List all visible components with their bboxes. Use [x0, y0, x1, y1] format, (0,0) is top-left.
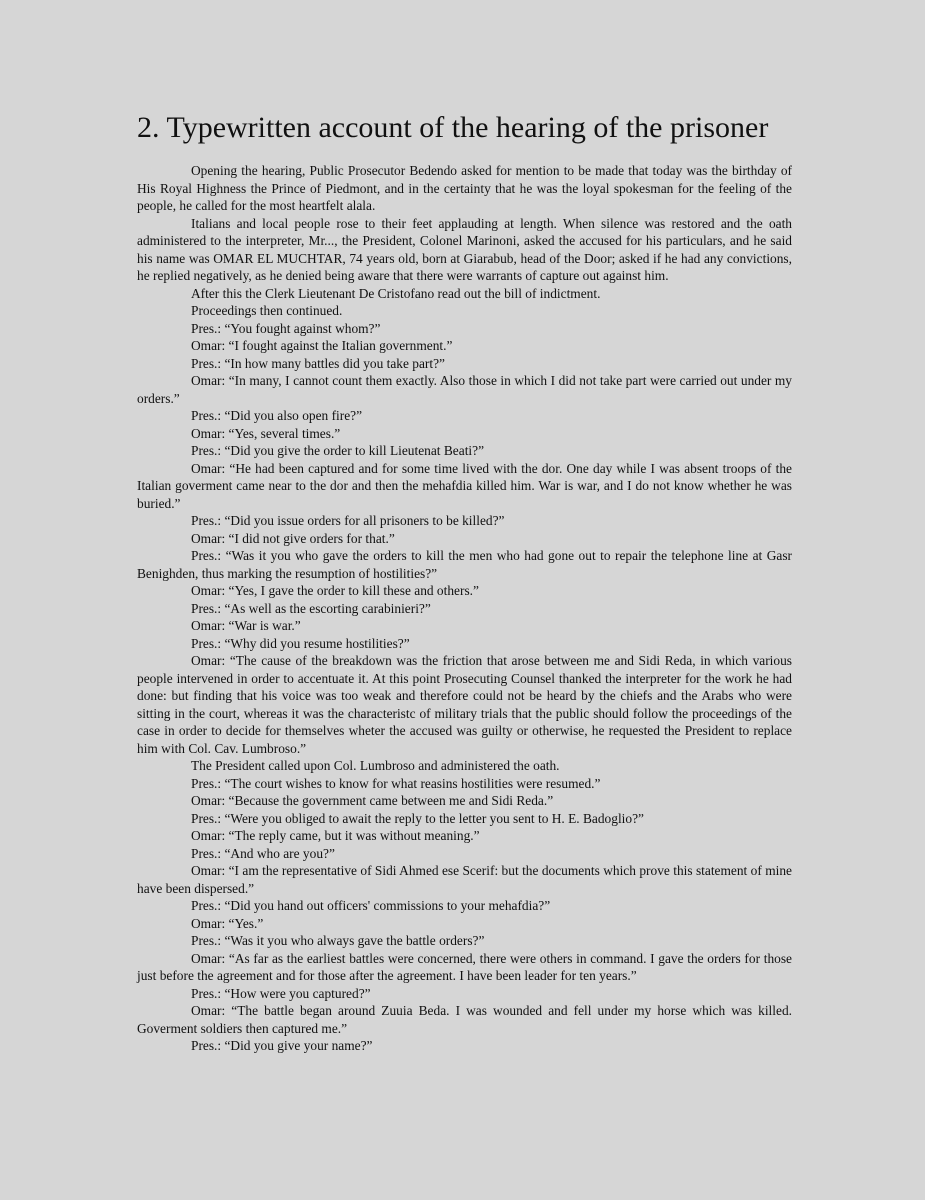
paragraph: Omar: “I fought against the Italian government.”: [191, 338, 453, 353]
paragraph: Omar: “Yes, several times.”: [191, 425, 341, 441]
paragraph: Opening the hearing, Public Prosecutor Bedendo asked for mention to be made that today was the birthday of His Royal Highness the Prince of Piedmont, and in the certainty that he was the loyal spokesman for the feeling of the people, he called for the most heartfelt alala.: [137, 163, 792, 213]
paragraph: Omar: “The battle began around Zuuia Beda. I was wounded and fell under my horse which was killed. Goverment soldiers then captured me.”: [137, 1003, 792, 1036]
paragraph: After this the Clerk Lieutenant De Cristofano read out the bill of indictment.: [191, 285, 601, 301]
paragraph: Omar: “As far as the earliest battles were concerned, there were others in command. I gave the orders for those just before the agreement and for those after the agreement. I have been leader for ten years.”: [137, 950, 792, 983]
paragraph: Italians and local people rose to their feet applauding at length. When silence was restored and the oath administered to the interpreter, Mr..., the President, Colonel Marinoni, asked the accused for his particulars, and he said his name was OMAR EL MUCHTAR, 74 years old, born at Giarabub, head of the Door; asked if he had any convictions, he replied negatively, as he denied being aware that there were warrants of capture out against him.: [137, 215, 792, 283]
paragraph: The President called upon Col. Lumbroso and administered the oath.: [191, 758, 560, 773]
page-title: 2. Typewritten account of the hearing of the prisoner: [137, 111, 769, 144]
paragraph: Pres.: “Was it you who gave the orders to kill the men who had gone out to repair the telephone line at Gasr Benighden, thus marking the resumption of hostilities?”: [137, 548, 792, 581]
paragraph: Omar: “Yes, I gave the order to kill these and others.”: [191, 583, 479, 598]
paragraph: Pres.: “How were you captured?”: [191, 985, 371, 1001]
paragraph: Omar: “He had been captured and for some time lived with the dor. One day while I was absent troops of the Italian goverment came near to the dor and then the mehafdia killed him. War is war, and I do not know whether he was buried.”: [137, 460, 792, 511]
paragraph: Pres.: “Did you also open fire?”: [191, 408, 363, 423]
paragraph: Pres.: “As well as the escorting carabinieri?”: [191, 600, 431, 616]
paragraph: Pres.: “Were you obliged to await the reply to the letter you sent to H. E. Badoglio?”: [191, 810, 644, 826]
paragraph: Proceedings then continued.: [191, 303, 343, 318]
paragraph: Pres.: “You fought against whom?”: [191, 320, 381, 336]
paragraph: Omar: “In many, I cannot count them exactly. Also those in which I did not take part were carried out under my orders.”: [137, 373, 792, 406]
paragraph: Omar: “War is war.”: [191, 618, 301, 633]
paragraph: Pres.: “Did you issue orders for all prisoners to be killed?”: [191, 513, 505, 528]
paragraph: Omar: “Yes.”: [191, 915, 264, 931]
paragraph: Omar: “The reply came, but it was without meaning.”: [191, 828, 480, 843]
paragraph: Pres.: “Did you give the order to kill Lieutenat Beati?”: [191, 443, 485, 458]
paragraph: Omar: “The cause of the breakdown was the friction that arose between me and Sidi Reda, in which various people intervened in order to accentuate it. At this point Prosecuting Counsel thanked the interpreter for the work he had done: but finding that his voice was too weak and therefore could not be heard by the chiefs and the Arabs who were sitting in the court, whereas it was the characteristc of military trials that the public should follow the proceedings of the case in order to decide for themselves wheter the accused was guilty or otherwise, he requested the President to replace him with Col. Cav. Lumbroso.”: [137, 653, 792, 756]
paragraph: Pres.: “Did you give your name?”: [191, 1038, 373, 1053]
paragraph: Omar: “I am the representative of Sidi Ahmed ese Scerif: but the documents which prove this statement of mine have been dispersed.”: [137, 863, 792, 896]
paragraph: Pres.: “Why did you resume hostilities?”: [191, 635, 410, 651]
paragraph: Pres.: “Did you hand out officers' commissions to your mehafdia?”: [191, 898, 551, 913]
paragraph: Omar: “Because the government came between me and Sidi Reda.”: [191, 793, 554, 808]
paragraph: Pres.: “And who are you?”: [191, 845, 335, 861]
paragraph: Pres.: “The court wishes to know for what reasins hostilities were resumed.”: [191, 775, 601, 791]
paragraph: Pres.: “Was it you who always gave the battle orders?”: [191, 933, 485, 948]
transcript-body: [137, 162, 792, 1055]
paragraph: Pres.: “In how many battles did you take part?”: [191, 355, 445, 371]
paragraph: Omar: “I did not give orders for that.”: [191, 530, 395, 546]
